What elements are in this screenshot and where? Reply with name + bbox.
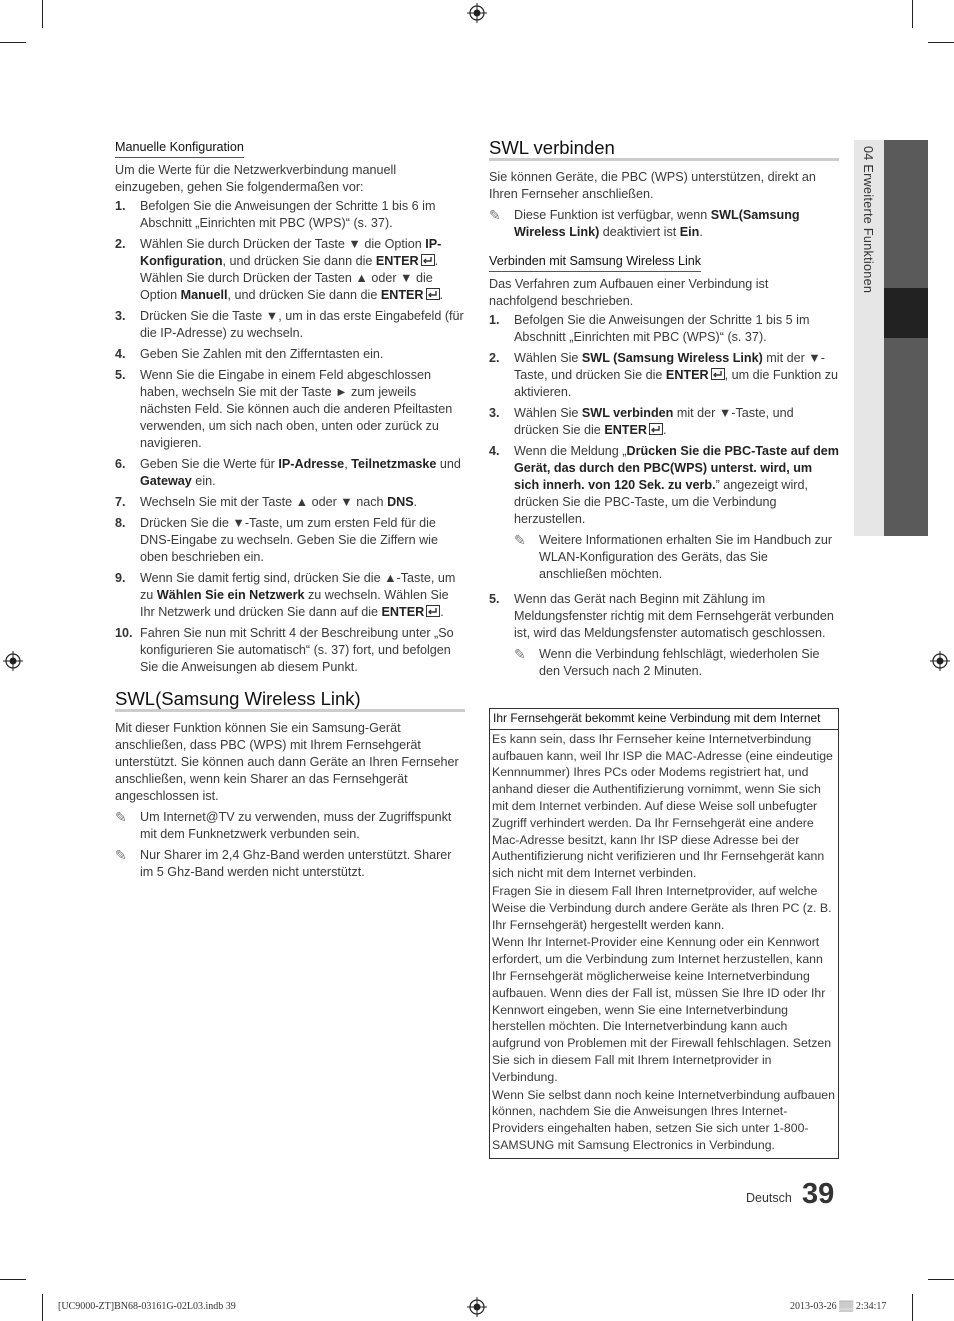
internet-trouble-box <box>489 708 839 1159</box>
step-item <box>115 570 465 621</box>
bold-term: Drücken Sie die PBC-Taste auf dem Gerät, das durch den PBC(WPS) unterst. wird, um sich innerh. von 120 Sek. zu verb. <box>514 444 840 492</box>
crop-mark <box>0 1279 26 1280</box>
step-text <box>514 351 838 399</box>
text-run: , <box>344 457 352 471</box>
manual-config-heading: Manuelle Konfiguration <box>115 139 244 158</box>
registration-mark-icon <box>467 3 487 23</box>
text-run: Drücken Sie die ▼-Taste, um zum ersten Feld für die DNS-Eingabe zu wechseln. Geben Sie die Ziffern wie oben beschrieben ein. <box>140 516 438 564</box>
step-number: 6. <box>115 457 126 471</box>
step-text <box>140 199 435 230</box>
step-text <box>140 368 452 450</box>
text-run: , und drücken Sie dann die <box>222 254 376 268</box>
swl-connect-heading: SWL verbinden <box>489 139 839 161</box>
note-text: Um Internet@TV zu verwenden, muss der Zugriffspunkt mit dem Funknetzwerk verbunden sein. <box>140 810 452 841</box>
manual-config-steps <box>115 198 465 676</box>
text-run: , und drücken Sie dann die <box>227 288 381 302</box>
left-column <box>115 139 465 885</box>
page-number: 39 <box>802 1178 835 1210</box>
side-tab-block <box>884 140 928 288</box>
step-item <box>115 515 465 566</box>
text-run: deaktiviert ist <box>599 225 680 239</box>
text-run: Befolgen Sie die Anweisungen der Schritte 1 bis 6 im Abschnitt „Einrichten mit PBC (WPS)“ (s. 37). <box>140 199 436 230</box>
enter-key-icon <box>649 423 663 435</box>
registration-mark-icon <box>467 1297 487 1317</box>
text-run: Wählen Sie durch Drücken der Taste ▼ die Option <box>140 237 426 251</box>
swl-steps <box>489 312 839 684</box>
text-run: . Wählen Sie durch Drücken der Tasten ▲ oder ▼ die Option <box>140 254 439 302</box>
text-run: Drücken Sie die Taste ▼, um in das erste Eingabefeld (für die IP-Adresse) zu wechseln. <box>140 309 464 340</box>
text-run: mit der ▼-Taste, und drücken Sie die <box>514 406 794 437</box>
step-text <box>514 406 794 437</box>
bold-term: SWL(Samsung Wireless Link) <box>514 208 800 239</box>
step-text <box>140 237 443 302</box>
crop-mark <box>928 42 954 43</box>
step-item <box>489 591 839 684</box>
bold-term: Ein <box>679 225 700 239</box>
bold-term: IP-Adresse <box>278 457 345 471</box>
text-run: . <box>439 288 444 302</box>
crop-mark <box>42 1294 43 1321</box>
text-run: Geben Sie die Werte für <box>140 457 279 471</box>
box-paragraph: Wenn Ihr Internet-Provider eine Kennung oder ein Kennwort erfordert, um die Verbindung zum Internet herzustellen, kann Ihr Fernsehgerät möglicherweise keine Internetverbindung aufbauen. Wenn dies der Fall ist, müssen Sie Ihre ID oder Ihr Kennwort eingeben, wenn Sie eine Internetverbindung herstellen möchten. Die Internetverbindung kann auch aufgrund von Problemen mit der Firewall fehlschlagen. Setzen Sie sich in diesem Fall mit Ihrem Internetprovider in Verbindung. <box>492 935 832 1084</box>
text-run: . <box>440 605 444 619</box>
bold-term: Gateway <box>140 474 192 488</box>
note-text: Weitere Informationen erhalten Sie im Handbuch zur WLAN-Konfiguration des Geräts, das Sie anschließen möchten. <box>539 533 833 581</box>
text-run: Wählen Sie <box>514 406 582 420</box>
registration-mark-icon <box>3 651 23 671</box>
step-text <box>140 516 438 564</box>
text-run: . <box>413 495 418 509</box>
bold-term: SWL (Samsung Wireless Link) <box>581 351 763 365</box>
print-timestamp: 2013-03-26 ▒▒ 2:34:17 <box>790 1301 887 1312</box>
step-number: 3. <box>489 406 500 420</box>
note <box>489 207 839 241</box>
step-text <box>514 592 834 640</box>
step-number: 5. <box>489 592 500 606</box>
step-text <box>140 495 417 509</box>
manual-config-intro: Um die Werte für die Netzwerkverbindung manuell einzugeben, gehen Sie folgendermaßen vor: <box>115 163 397 194</box>
bold-term: ENTER <box>375 254 419 268</box>
step-item <box>115 494 465 511</box>
file-info: [UC9000-ZT]BN68-03161G-02L03.indb 39 <box>58 1301 236 1312</box>
crop-mark <box>42 0 43 28</box>
box-title: Ihr Fernsehgerät bekommt keine Verbindung mit dem Internet <box>490 709 838 730</box>
step-item <box>115 198 465 232</box>
bold-term: Wählen Sie ein Netzwerk <box>156 588 305 602</box>
text-run: Wenn Sie die Eingabe in einem Feld abgeschlossen haben, wechseln Sie mit der Taste ► zum jeweils nächsten Feld. Sie können auch die anderen Pfeiltasten verwenden, um sich nach oben, unten oder zurück zu navigieren. <box>140 368 453 450</box>
pencil-note-icon: ✎ <box>514 646 526 662</box>
text-run: ” angezeigt wird, drücken Sie die PBC-Taste, um die Verbindung herzustellen. <box>514 478 808 526</box>
samsung-wireless-link-intro: Das Verfahren zum Aufbauen einer Verbindung ist nachfolgend beschrieben. <box>489 277 769 308</box>
step-item <box>489 350 839 401</box>
step-text <box>140 626 454 674</box>
step-number: 7. <box>115 495 126 509</box>
bold-term: ENTER <box>381 605 425 619</box>
enter-key-icon <box>421 254 435 266</box>
bold-term: ENTER <box>604 423 647 437</box>
step-number: 1. <box>489 313 500 327</box>
bold-term: Teilnetzmaske <box>351 457 437 471</box>
text-run: Diese Funktion ist verfügbar, wenn <box>514 208 711 222</box>
step-text <box>140 347 383 361</box>
note-text <box>514 207 839 241</box>
note <box>514 646 839 680</box>
text-run: ein. <box>191 474 216 488</box>
step-text <box>140 457 461 488</box>
right-column <box>489 139 839 688</box>
text-run: . <box>699 225 703 239</box>
bold-term: IP-Konfiguration <box>140 237 442 268</box>
bold-term: SWL verbinden <box>581 406 674 420</box>
text-run: , um die Funktion zu aktivieren. <box>514 368 839 399</box>
text-run: Fahren Sie nun mit Schritt 4 der Beschreibung unter „So konfigurieren Sie automatisch“ (s. 37) fort, und befolgen Sie die Anweisungen ab diesem Punkt. <box>140 626 454 674</box>
pencil-note-icon: ✎ <box>115 847 127 863</box>
text-run: . <box>663 423 667 437</box>
step-number: 1. <box>115 199 126 213</box>
side-tab-block <box>884 338 928 536</box>
step-number: 9. <box>115 571 126 585</box>
text-run: mit der ▼-Taste, und drücken Sie die <box>514 351 825 382</box>
step-text <box>140 571 455 619</box>
crop-mark <box>928 1279 954 1280</box>
note <box>115 809 465 843</box>
bold-term: ENTER <box>665 368 709 382</box>
swl-intro: Mit dieser Funktion können Sie ein Samsung-Gerät anschließen, dass PBC (WPS) mit Ihrem Fernsehgerät unterstützt. Sie können auch dann Geräte an Ihren Fernseher anschließen, wenn kein Sharer an das Fernsehgerät angeschlossen ist. <box>115 721 459 803</box>
step-item <box>115 308 465 342</box>
side-tab-active-block <box>884 288 928 338</box>
step-item <box>489 443 839 587</box>
box-paragraph: Wenn Sie selbst dann noch keine Internetverbindung aufbauen können, nachdem Sie die Anweisungen Ihres Internet-Providers eingehalten haben, setzen Sie sich unter 1-800-SAMSUNG mit Samsung Electronics in Verbindung. <box>492 1087 835 1152</box>
bold-term: ENTER <box>380 288 424 302</box>
pencil-note-icon: ✎ <box>115 809 127 825</box>
step-item <box>489 312 839 346</box>
step-item <box>115 625 465 676</box>
text-run: und <box>436 457 461 471</box>
text-run: Wenn die Meldung „ <box>514 444 627 458</box>
swl-heading: SWL(Samsung Wireless Link) <box>115 690 465 712</box>
language-label: Deutsch <box>746 1191 792 1205</box>
note-text: Nur Sharer im 2,4 Ghz-Band werden unterstützt. Sharer im 5 Ghz-Band werden nicht unterstützt. <box>140 848 452 879</box>
text-run: Geben Sie Zahlen mit den Zifferntasten ein. <box>140 347 384 361</box>
step-number: 8. <box>115 516 126 530</box>
crop-mark <box>0 42 26 43</box>
text-run: Wählen Sie <box>514 351 582 365</box>
text-run: Wenn das Gerät nach Beginn mit Zählung im Meldungsfenster richtig mit dem Fernsehgerät verbunden ist, wird das Meldungsfenster automatisch geschlossen. <box>514 592 834 640</box>
step-number: 10. <box>115 626 133 640</box>
step-number: 4. <box>489 444 500 458</box>
box-body <box>490 730 838 1154</box>
text-run: Wechseln Sie mit der Taste ▲ oder ▼ nach <box>140 495 388 509</box>
enter-key-icon <box>426 605 440 617</box>
text-run: Befolgen Sie die Anweisungen der Schritte 1 bis 5 im Abschnitt „Einrichten mit PBC (WPS)“ (s. 37). <box>514 313 810 344</box>
text-run: Wenn Sie damit fertig sind, drücken Sie die ▲-Taste, um zu <box>140 571 456 602</box>
chapter-label: 04 Erweiterte Funktionen <box>861 146 875 294</box>
text-run: zu wechseln. Wählen Sie Ihr Netzwerk und drücken Sie dann auf die <box>140 588 449 619</box>
enter-key-icon <box>711 368 725 380</box>
note-text: Wenn die Verbindung fehlschlägt, wiederholen Sie den Versuch nach 2 Minuten. <box>539 647 820 678</box>
note <box>514 532 839 583</box>
swl-connect-intro: Sie können Geräte, die PBC (WPS) unterstützen, direkt an Ihren Fernseher anschließen. <box>489 170 816 201</box>
step-item <box>115 456 465 490</box>
step-text <box>140 309 464 340</box>
step-number: 5. <box>115 368 126 382</box>
step-item <box>115 367 465 452</box>
pencil-note-icon: ✎ <box>514 532 526 548</box>
step-item <box>115 346 465 363</box>
registration-mark-icon <box>930 651 950 671</box>
crop-mark <box>912 1294 913 1321</box>
pencil-note-icon: ✎ <box>489 207 501 223</box>
box-paragraph: Es kann sein, dass Ihr Fernseher keine Internetverbindung aufbauen kann, weil Ihr ISP die MAC-Adresse (eine eindeutige Kennnummer) Ihres PCs oder Modems registriert hat, und anhand dieser die Authentifizierung vornimmt, wenn Sie sich mit dem Internet verbinden. Auf diese Weise soll unbefugter Zugriff verhindert werden. Da Ihr Fernsehgerät eine andere Mac-Adresse besitzt, kann Ihr ISP diese Adresse bei der Authentifizierung nicht verifizieren und Ihr Fernsehgerät kann sich nicht mit dem Internet verbinden. <box>492 731 833 881</box>
step-item <box>115 236 465 304</box>
step-text <box>514 313 809 344</box>
bold-term: Manuell <box>180 288 228 302</box>
step-item <box>489 405 839 439</box>
enter-key-icon <box>426 288 440 300</box>
step-number: 4. <box>115 347 126 361</box>
step-text <box>514 444 839 526</box>
bold-term: DNS <box>387 495 414 509</box>
box-paragraph: Fragen Sie in diesem Fall Ihren Internetprovider, auf welche Weise die Verbindung durch andere Geräte als Ihren PC (z. B. Ihr Fernsehgerät) hergestellt werden kann. <box>492 883 832 932</box>
step-number: 3. <box>115 309 126 323</box>
note <box>115 847 465 881</box>
crop-mark <box>912 0 913 28</box>
samsung-wireless-link-heading: Verbinden mit Samsung Wireless Link <box>489 253 701 272</box>
step-number: 2. <box>489 351 500 365</box>
step-number: 2. <box>115 237 126 251</box>
